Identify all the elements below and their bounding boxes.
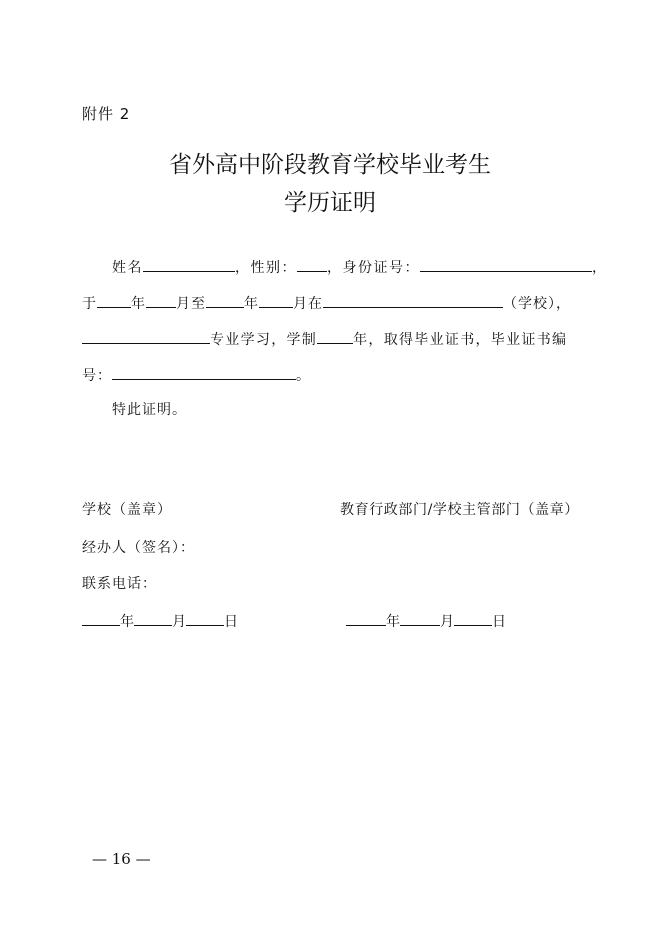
- major-field[interactable]: [82, 328, 210, 344]
- hereby-text: 特此证明。: [112, 402, 187, 418]
- certificate-number-field[interactable]: [112, 364, 296, 380]
- name-field[interactable]: [143, 256, 235, 272]
- authority-day-field[interactable]: [454, 610, 492, 626]
- school-seal-label: 学校（盖章）: [82, 502, 172, 518]
- day-label: 日: [492, 614, 506, 630]
- year-label: 年: [131, 296, 146, 312]
- gender-field[interactable]: [297, 256, 327, 272]
- form-line-3: [82, 328, 567, 350]
- school-month-field[interactable]: [134, 610, 172, 626]
- certificate-text: 年，取得毕业证书，毕业证书编: [353, 332, 568, 348]
- year-label: 年: [244, 296, 259, 312]
- authority-month-field[interactable]: [400, 610, 440, 626]
- gender-label: ，性别：: [235, 260, 297, 276]
- year-label: 年: [386, 614, 400, 630]
- end-month-field[interactable]: [259, 292, 293, 308]
- school-label: （学校），: [503, 296, 571, 312]
- school-day-field[interactable]: [186, 610, 224, 626]
- yu-label: 于: [82, 296, 97, 312]
- attachment-label: 附件 2: [82, 105, 131, 123]
- month-to-label: 月至: [176, 296, 206, 312]
- duration-field[interactable]: [317, 328, 353, 344]
- day-label: 日: [224, 614, 238, 630]
- year-label: 年: [120, 614, 134, 630]
- line1-end: ，: [592, 260, 608, 276]
- school-year-field[interactable]: [82, 610, 120, 626]
- school-field[interactable]: [323, 292, 503, 308]
- authority-year-field[interactable]: [346, 610, 386, 626]
- page-subtitle: 学历证明: [284, 190, 376, 216]
- month-label: 月: [440, 614, 454, 630]
- authority-seal-label: 教育行政部门/学校主管部门（盖章）: [340, 502, 579, 518]
- line4-end: 。: [296, 368, 311, 384]
- id-number-field[interactable]: [420, 256, 592, 272]
- page-number: — 16 —: [92, 850, 151, 868]
- form-line-1: [112, 256, 608, 278]
- end-year-field[interactable]: [206, 292, 244, 308]
- name-label: 姓名: [112, 260, 143, 276]
- month-label: 月: [172, 614, 186, 630]
- page-title: 省外高中阶段教育学校毕业考生: [169, 152, 491, 178]
- form-line-4: [82, 364, 311, 386]
- number-label: 号：: [82, 368, 112, 384]
- handler-label: 经办人（签名）：: [82, 540, 195, 556]
- start-month-field[interactable]: [146, 292, 176, 308]
- form-line-2: [82, 292, 571, 314]
- id-label: ，身份证号：: [327, 260, 420, 276]
- start-year-field[interactable]: [97, 292, 131, 308]
- month-in-label: 月在: [293, 296, 323, 312]
- school-date: [82, 610, 238, 632]
- phone-label: 联系电话：: [82, 576, 157, 592]
- major-label: 专业学习，学制: [210, 332, 318, 348]
- authority-date: [346, 610, 506, 632]
